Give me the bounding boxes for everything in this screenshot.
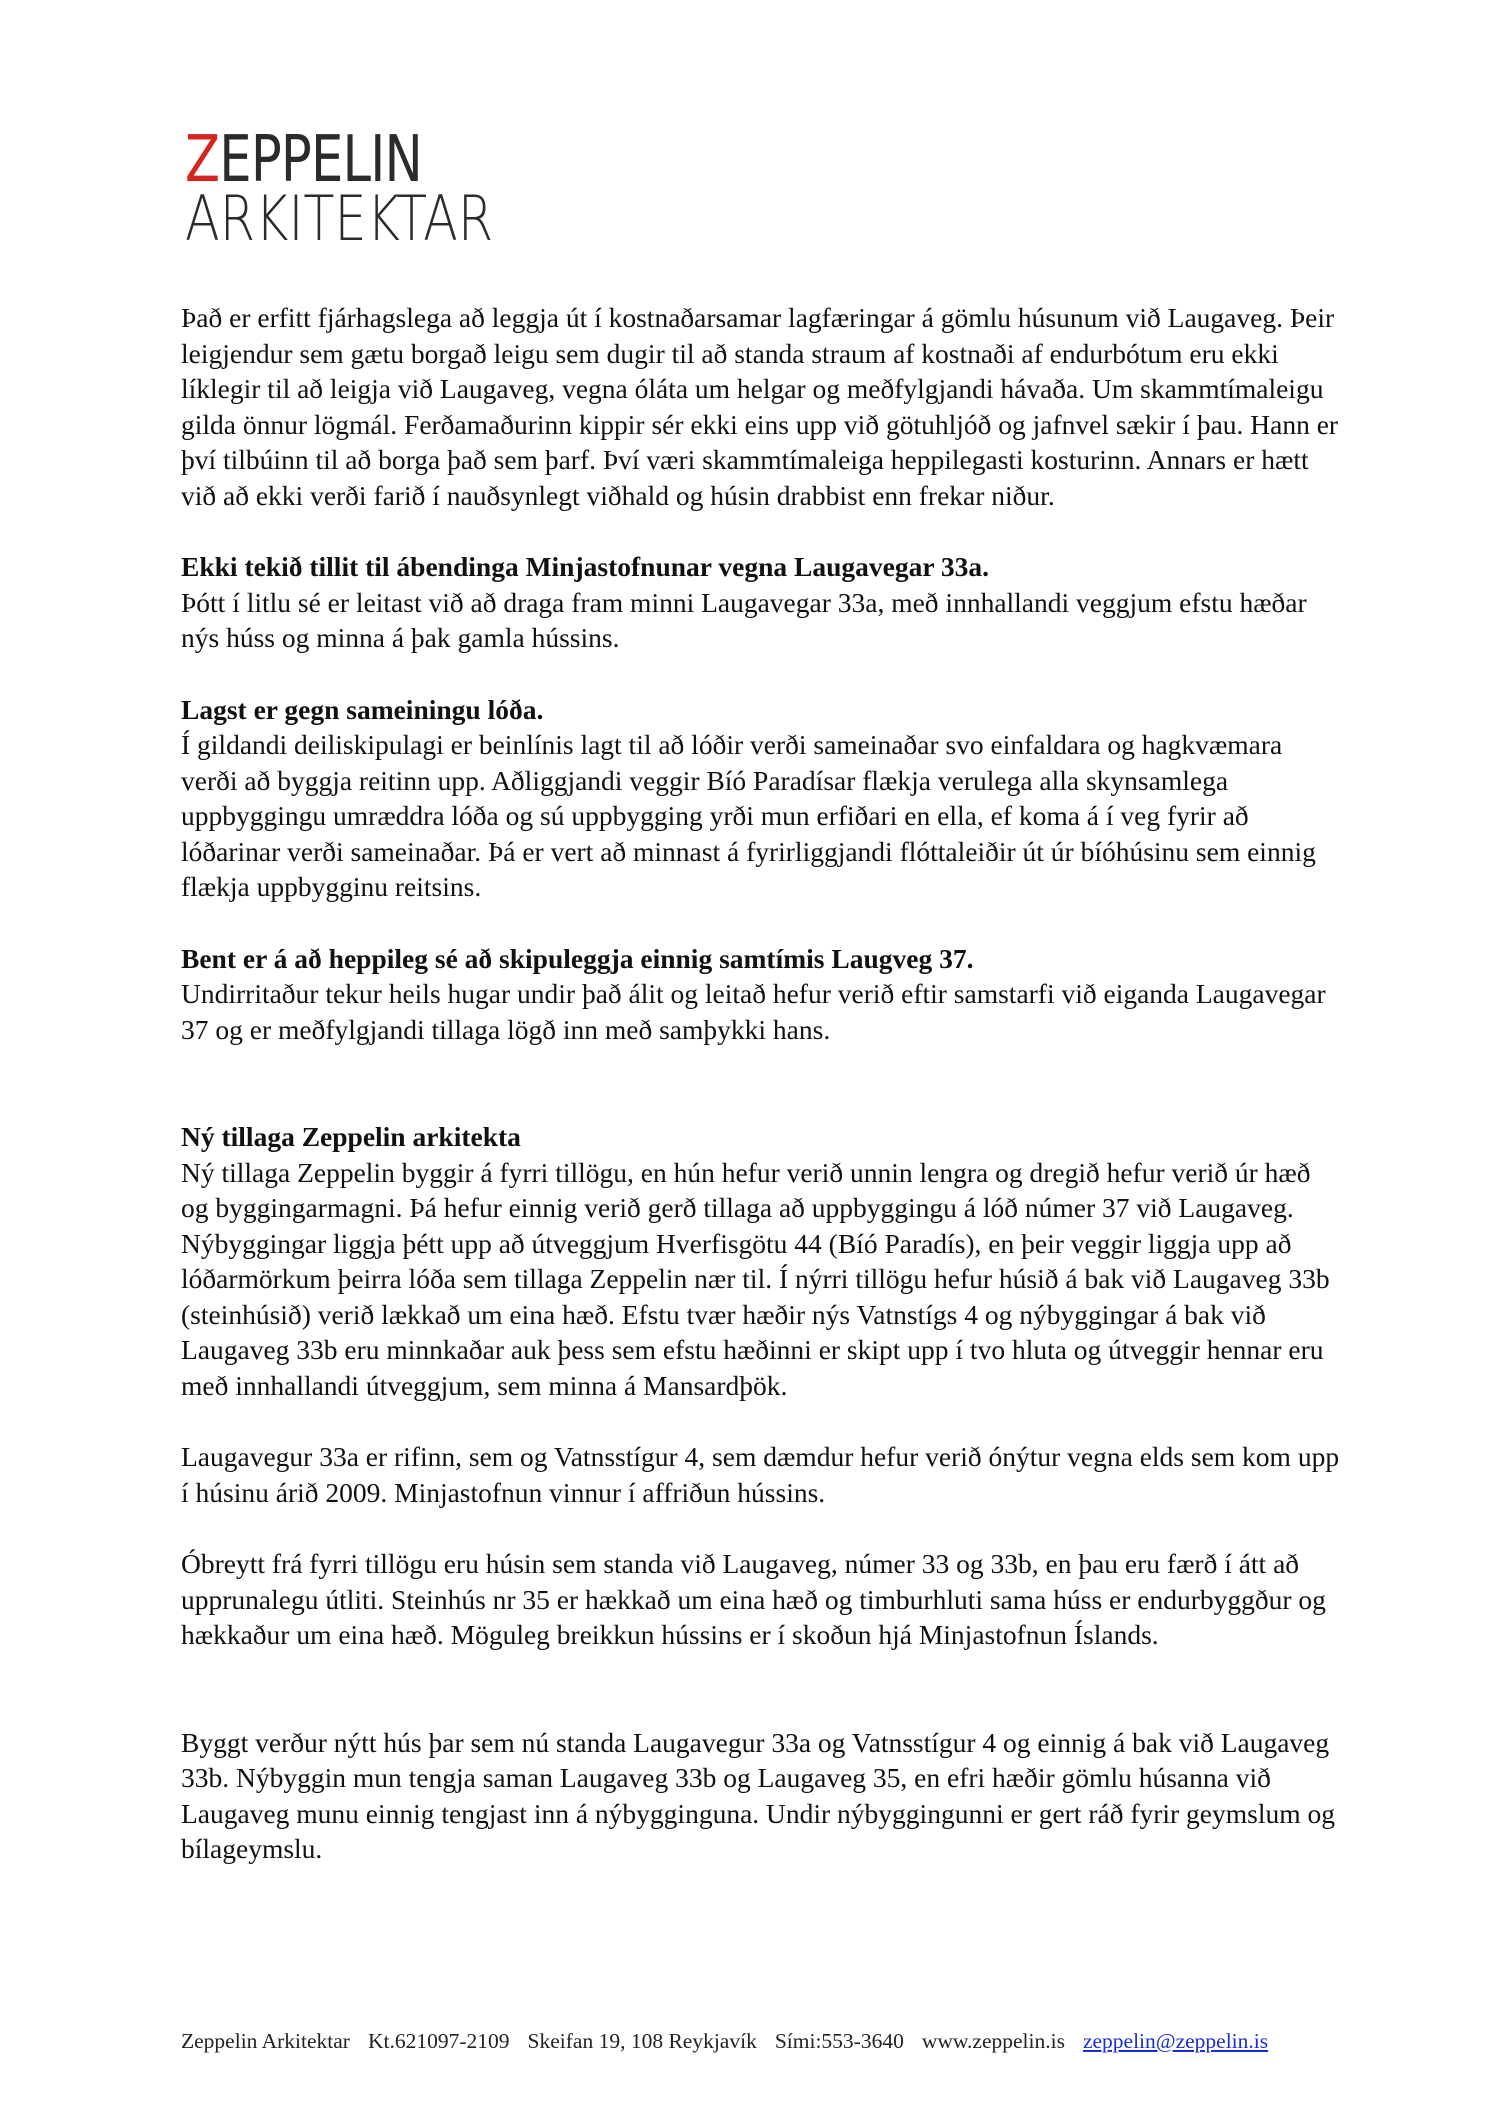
footer-website: www.zeppelin.is — [921, 2029, 1065, 2053]
footer-phone: Sími:553-3640 — [774, 2029, 904, 2053]
paragraph-6: Laugavegur 33a er rifinn, sem og Vatnsstígur 4, sem dæmdur hefur verið ónýtur vegna elds sem kom upp í húsinu árið 2009. Minjastofnun vinnur í affriðun hússins. — [181, 1441, 1340, 1508]
letter-body — [181, 300, 1341, 1867]
footer-kennitala: Kt.621097-2109 — [367, 2029, 510, 2053]
paragraph-4: Undirritaður tekur heils hugar undir það álit og leitað hefur verið eftir samstarfi við eiganda Laugavegar 37 og er meðfylgjandi tillaga lögð inn með samþykki hans. — [181, 978, 1326, 1045]
logo-top-rest: EPPELIN — [219, 123, 423, 197]
paragraph-1: Það er erfitt fjárhagslega að leggja út í kostnaðarsamar lagfæringar á gömlu húsunum við Laugaveg. Þeir leigjendur sem gætu borgað leigu sem dugir til að standa straum af kostnaði af endurbótum eru ekki líklegir til að leigja við Laugaveg, vegna óláta um helgar og meðfylgjandi hávaða. Um skammtímaleigu gilda önnur lögmál. Ferðamaðurinn kippir sér ekki eins upp við götuhljóð og jafnvel sækir í þau. Hann er því tilbúinn til að borga það sem þarf. Því væri skammtímaleiga heppilegasti kosturinn. Annars er hætt við að ekki verði farið í nauðsynlegt viðhald og húsin drabbist enn frekar niður. — [181, 302, 1339, 511]
footer-company: Zeppelin Arkitektar — [181, 2029, 350, 2053]
paragraph-2: Þótt í litlu sé er leitast við að draga fram minni Laugavegar 33a, með innhallandi veggjum efstu hæðar nýs húss og minna á þak gamla hússins. — [181, 586, 1307, 653]
heading-laugavegur-37: Bent er á að heppileg sé að skipuleggja einnig samtímis Laugveg 37. — [181, 942, 974, 974]
paragraph-5: Ný tillaga Zeppelin byggir á fyrri tillögu, en hún hefur verið unnin lengra og dregið hefur verið úr hæð og byggingarmagni. Þá hefur einnig verið gerð tillaga að uppbyggingu á lóð númer 37 við Laugaveg. Nýbyggingar liggja þétt upp að útveggjum Hverfisgötu 44 (Bíó Paradís), en þeir veggir liggja upp að lóðarmörkum þeirra lóða sem tillaga Zeppelin nær til. Í nýrri tillögu hefur húsið á bak við Laugaveg 33b (steinhúsið) verið lækkað um eina hæð. Efstu tvær hæðir nýs Vatnstígs 4 og nýbyggingar á bak við Laugaveg 33b eru minnkaðar auk þess sem efstu hæðinni er skipt upp í tvo hluta og útveggir hennar eru með innhallandi útveggjum, sem minna á Mansardþök. — [181, 1156, 1330, 1401]
footer-address: Skeifan 19, 108 Reykjavík — [527, 2029, 757, 2053]
heading-ny-tillaga: Ný tillaga Zeppelin arkitekta — [181, 1121, 521, 1152]
paragraph-7: Óbreytt frá fyrri tillögu eru húsin sem standa við Laugaveg, númer 33 og 33b, en þau eru færð í átt að upprunalegu útliti. Steinhús nr 35 er hækkað um eina hæð og timburhluti sama húss er endurbyggður og hækkaður um eina hæð. Möguleg breikkun hússins er í skoðun hjá Minjastofnun Íslands. — [181, 1548, 1326, 1650]
heading-minjastofnun: Ekki tekið tillit til ábendinga Minjastofnunar vegna Laugavegar 33a. — [181, 551, 990, 582]
page-footer — [181, 2029, 1381, 2054]
paragraph-8: Byggt verður nýtt hús þar sem nú standa Laugavegur 33a og Vatnsstígur 4 og einnig á bak við Laugaveg 33b. Nýbyggin mun tengja saman Laugaveg 33b og Laugaveg 35, en efri hæðir gömlu húsanna við Laugaveg munu einnig tengjast inn á nýbygginguna. Undir nýbyggingunni er gert ráð fyrir geymslum og bílageymslu. — [181, 1726, 1336, 1864]
company-logo — [185, 123, 494, 255]
logo-z-letter: Z — [185, 123, 220, 197]
logo-wordmark-bottom: ARKITEKTAR — [185, 182, 494, 255]
footer-email-link[interactable]: zeppelin@zeppelin.is — [1082, 2029, 1269, 2053]
paragraph-3: Í gildandi deiliskipulagi er beinlínis lagt til að lóðir verði sameinaðar svo einfaldara og hagkvæmara verði að byggja reitinn upp. Aðliggjandi veggir Bíó Paradísar flækja verulega alla skynsamlega uppbyggingu umræddra lóða og sú uppbygging yrði mun erfiðari en ella, ef koma á í veg fyrir að lóðarinar verði sameinaðar. Þá er vert að minnast á fyrirliggjandi flóttaleiðir út úr bíóhúsinu sem einnig flækja uppbygginu reitsins. — [181, 729, 1316, 902]
heading-sameining: Lagst er gegn sameiningu lóða. — [181, 693, 544, 725]
